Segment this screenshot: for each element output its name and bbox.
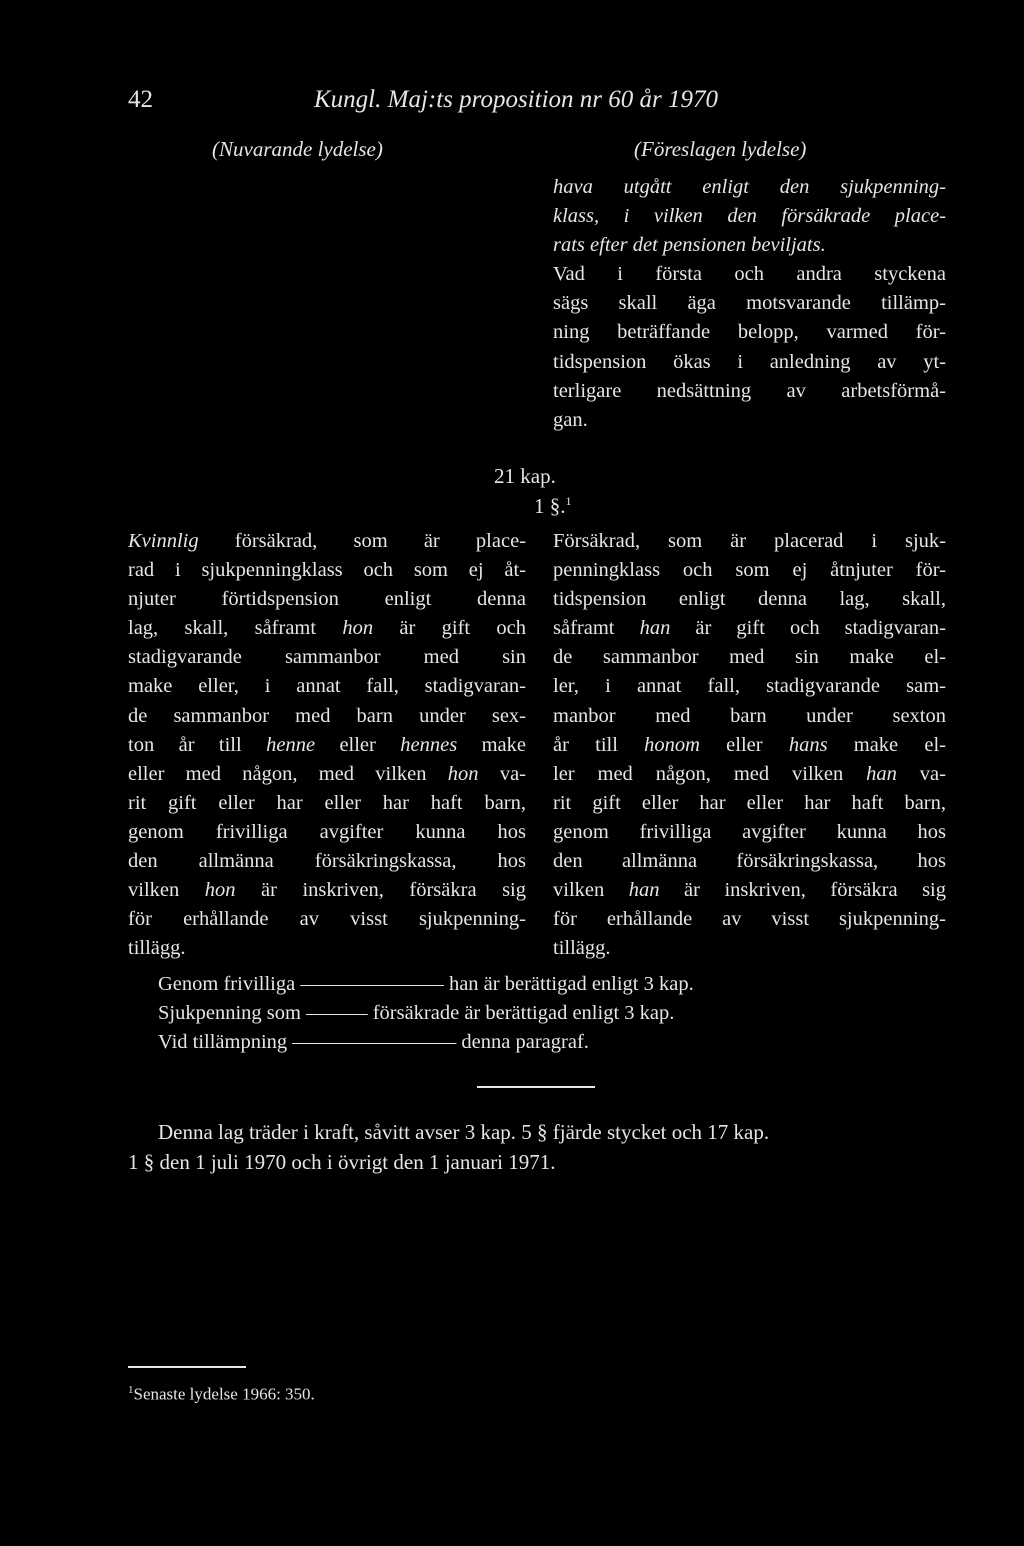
text-line: rats efter det pensionen beviljats. bbox=[553, 234, 826, 257]
left-column-heading: (Nuvarande lydelse) bbox=[212, 137, 383, 161]
footnote-rule bbox=[128, 1366, 246, 1368]
text-line: tillägg. bbox=[553, 937, 611, 960]
text-line: lag, skall, såframt hon är gift och bbox=[128, 617, 527, 640]
text-line: genom frivilliga avgifter kunna hos bbox=[128, 820, 526, 843]
text-line: ler med någon, med vilken han va- bbox=[553, 762, 946, 785]
text-line: vilken han är inskriven, försäkra sig bbox=[553, 879, 946, 902]
text-line: Vad i första och andra styckena bbox=[553, 263, 946, 286]
section-heading bbox=[534, 494, 572, 519]
right-column-text bbox=[553, 527, 946, 963]
text-line: penningklass och som ej åtnjuter för- bbox=[553, 559, 946, 582]
text-line: stadigvarande sammanbor med sin bbox=[128, 646, 526, 669]
text-line: rad i sjukpenningklass och som ej åt- bbox=[128, 559, 526, 582]
separator-rule bbox=[477, 1086, 595, 1088]
page-number: 42 bbox=[128, 86, 153, 113]
text-line: år till honom eller hans make el- bbox=[553, 733, 946, 756]
text-line: tidspension ökas i anledning av yt- bbox=[553, 350, 946, 373]
text-line: såframt han är gift och stadigvaran- bbox=[553, 617, 946, 640]
text-line: klass, i vilken den försäkrade place- bbox=[553, 205, 946, 228]
continuation-line: Sjukpenning som ——— försäkrade är berättigad enligt 3 kap. bbox=[158, 1002, 675, 1024]
text-line: sägs skall äga motsvarande tillämp- bbox=[553, 292, 946, 315]
text-line: hava utgått enligt den sjukpenning- bbox=[553, 176, 946, 198]
text-line: genom frivilliga avgifter kunna hos bbox=[553, 820, 946, 843]
text-line: Kvinnlig försäkrad, som är place- bbox=[128, 530, 526, 552]
text-line: rit gift eller har eller har haft barn, bbox=[128, 791, 526, 814]
right-top-block bbox=[553, 173, 946, 435]
enactment-line: Denna lag träder i kraft, såvitt avser 3 kap. 5 § fjärde stycket och 17 kap. bbox=[158, 1120, 770, 1144]
text-line: Försäkrad, som är placerad i sjuk- bbox=[553, 530, 946, 552]
text-line: njuter förtidspension enligt denna bbox=[128, 588, 526, 611]
text-line: tidspension enligt denna lag, skall, bbox=[553, 588, 946, 611]
text-line: för erhållande av visst sjukpenning- bbox=[128, 908, 526, 931]
text-line: ning beträffande belopp, varmed för- bbox=[553, 321, 946, 344]
footnote-reference: 1 bbox=[565, 494, 572, 508]
text-line: de sammanbor med barn under sex- bbox=[128, 704, 526, 727]
chapter-heading: 21 kap. bbox=[494, 464, 556, 488]
footnote-text: Senaste lydelse 1966: 350. bbox=[133, 1384, 315, 1404]
document-title: Kungl. Maj:ts proposition nr 60 år 1970 bbox=[314, 86, 718, 113]
text-line: ler, i annat fall, stadigvarande sam- bbox=[553, 675, 946, 698]
text-line: rit gift eller har eller har haft barn, bbox=[553, 791, 946, 814]
continuation-line: Vid tillämpning ———————— denna paragraf. bbox=[158, 1031, 589, 1053]
text-line: gan. bbox=[553, 408, 588, 431]
text-line: make eller, i annat fall, stadigvaran- bbox=[128, 675, 526, 698]
text-line: för erhållande av visst sjukpenning- bbox=[553, 908, 946, 931]
footnote bbox=[128, 1384, 315, 1405]
text-line: vilken hon är inskriven, försäkra sig bbox=[128, 879, 526, 902]
continuation-line: Genom frivilliga ——————— han är berättigad enligt 3 kap. bbox=[158, 973, 694, 995]
enactment-line: 1 § den 1 juli 1970 och i övrigt den 1 januari 1971. bbox=[128, 1150, 556, 1174]
section-number: 1 §. bbox=[534, 494, 566, 518]
text-line: ton år till henne eller hennes make bbox=[128, 733, 526, 756]
text-line: eller med någon, med vilken hon va- bbox=[128, 762, 526, 785]
text-line: de sammanbor med sin make el- bbox=[553, 646, 946, 669]
footnote-mark: 1 bbox=[128, 1384, 134, 1396]
text-line: terligare nedsättning av arbetsförmå- bbox=[553, 379, 946, 402]
text-line: den allmänna försäkringskassa, hos bbox=[128, 850, 526, 873]
left-column-text bbox=[128, 527, 526, 963]
text-line: manbor med barn under sexton bbox=[553, 704, 946, 727]
text-line: den allmänna försäkringskassa, hos bbox=[553, 850, 946, 873]
text-line: tillägg. bbox=[128, 937, 186, 960]
right-column-heading: (Föreslagen lydelse) bbox=[634, 137, 807, 161]
